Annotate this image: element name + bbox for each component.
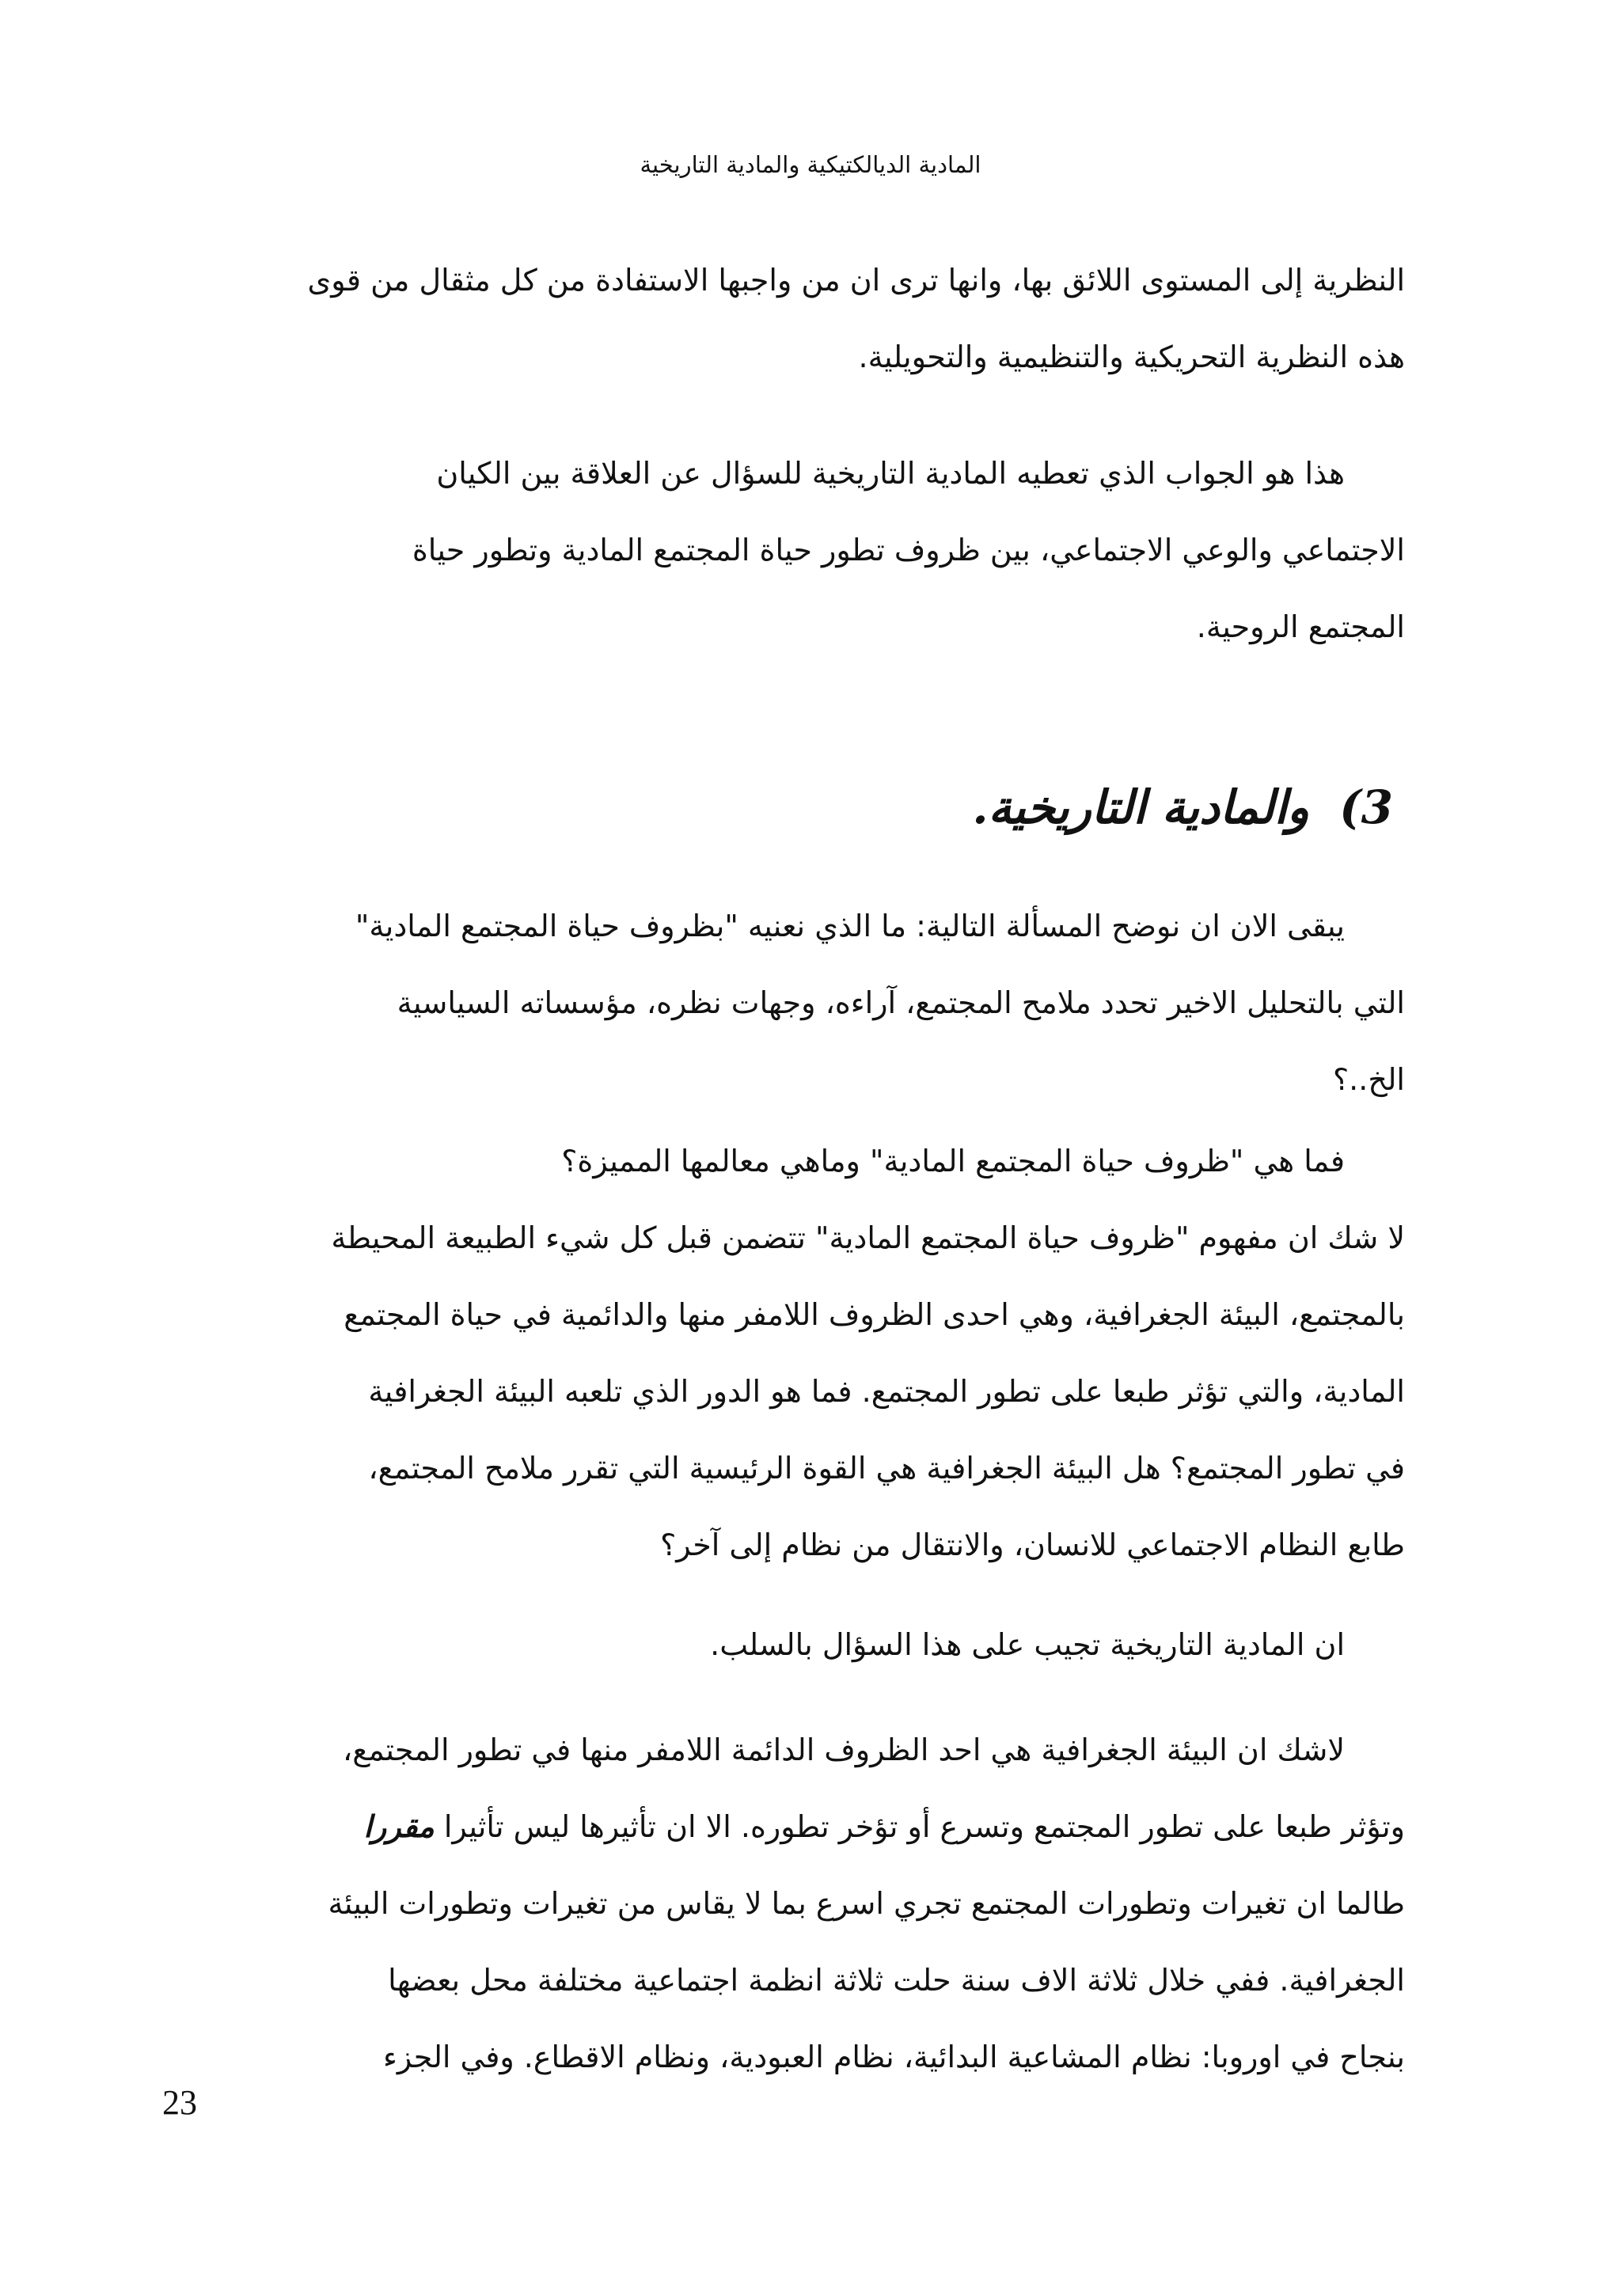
paragraph-4	[198, 1123, 1405, 1584]
paragraph-5	[198, 1607, 1405, 1683]
section-number: 3)	[1339, 780, 1393, 834]
text-line: الخ..؟	[1333, 1062, 1405, 1097]
section-heading	[972, 776, 1393, 839]
text-line: بالمجتمع، البيئة الجغرافية، وهي احدى الظروف اللامفر منها والدائمية في حياة المجتمع	[344, 1297, 1405, 1332]
text-line: لا شك ان مفهوم "ظروف حياة المجتمع المادية" تتضمن قبل كل شيء الطبيعة المحيطة	[331, 1220, 1405, 1255]
text-line: فما هي "ظروف حياة المجتمع المادية" وماهي معالمها المميزة؟	[561, 1144, 1345, 1178]
text-line: الجغرافية. ففي خلال ثلاثة الاف سنة حلت ثلاثة انظمة اجتماعية مختلفة محل بعضها	[388, 1963, 1405, 1998]
paragraph-2	[198, 435, 1405, 666]
paragraph-6	[198, 1712, 1405, 2096]
text-line: طابع النظام الاجتماعي للانسان، والانتقال من نظام إلى آخر؟	[660, 1528, 1405, 1562]
text-line: الاجتماعي والوعي الاجتماعي، بين ظروف تطور حياة المجتمع المادية وتطور حياة	[412, 533, 1405, 567]
emphasized-word: مقررا	[363, 1809, 435, 1844]
text-line: يبقى الان ان نوضح المسألة التالية: ما الذي نعنيه "بظروف حياة المجتمع المادية"	[355, 909, 1345, 943]
running-header: المادية الديالكتيكية والمادية التاريخية	[640, 151, 981, 178]
paragraph-1	[198, 242, 1405, 396]
text-line: لاشك ان البيئة الجغرافية هي احد الظروف الدائمة اللامفر منها في تطور المجتمع،	[342, 1732, 1345, 1767]
section-title: والمادية التاريخية.	[972, 780, 1309, 834]
text-line: ان المادية التاريخية تجيب على هذا السؤال بالسلب.	[710, 1627, 1345, 1662]
text-line: هذه النظرية التحريكية والتنظيمية والتحويلية.	[858, 340, 1405, 374]
text-line: هذا هو الجواب الذي تعطيه المادية التاريخية للسؤال عن العلاقة بين الكيان	[436, 456, 1345, 491]
text-line: في تطور المجتمع؟ هل البيئة الجغرافية هي القوة الرئيسية التي تقرر ملامح المجتمع،	[368, 1451, 1405, 1486]
page-number: 23	[162, 2083, 197, 2122]
text-line: التي بالتحليل الاخير تحدد ملامح المجتمع، آراءه، وجهات نظره، مؤسساته السياسية	[397, 985, 1405, 1020]
paragraph-3	[198, 888, 1405, 1118]
text-line: بنجاح في اوروبا: نظام المشاعية البدائية، نظام العبودية، ونظام الاقطاع. وفي الجزء	[382, 2040, 1405, 2074]
text-line: النظرية إلى المستوى اللائق بها، وانها ترى ان من واجبها الاستفادة من كل مثقال من قوى	[307, 263, 1405, 298]
text-line: طالما ان تغيرات وتطورات المجتمع تجري اسرع بما لا يقاس من تغيرات وتطورات البيئة	[328, 1886, 1405, 1921]
text-line	[198, 1789, 1405, 1865]
text-line: المادية، والتي تؤثر طبعا على تطور المجتمع. فما هو الدور الذي تلعبه البيئة الجغرافية	[368, 1374, 1405, 1409]
text-line: المجتمع الروحية.	[1196, 609, 1405, 644]
text-segment: وتؤثر طبعا على تطور المجتمع وتسرع أو تؤخر تطوره. الا ان تأثيرها ليس تأثيرا	[434, 1809, 1405, 1844]
